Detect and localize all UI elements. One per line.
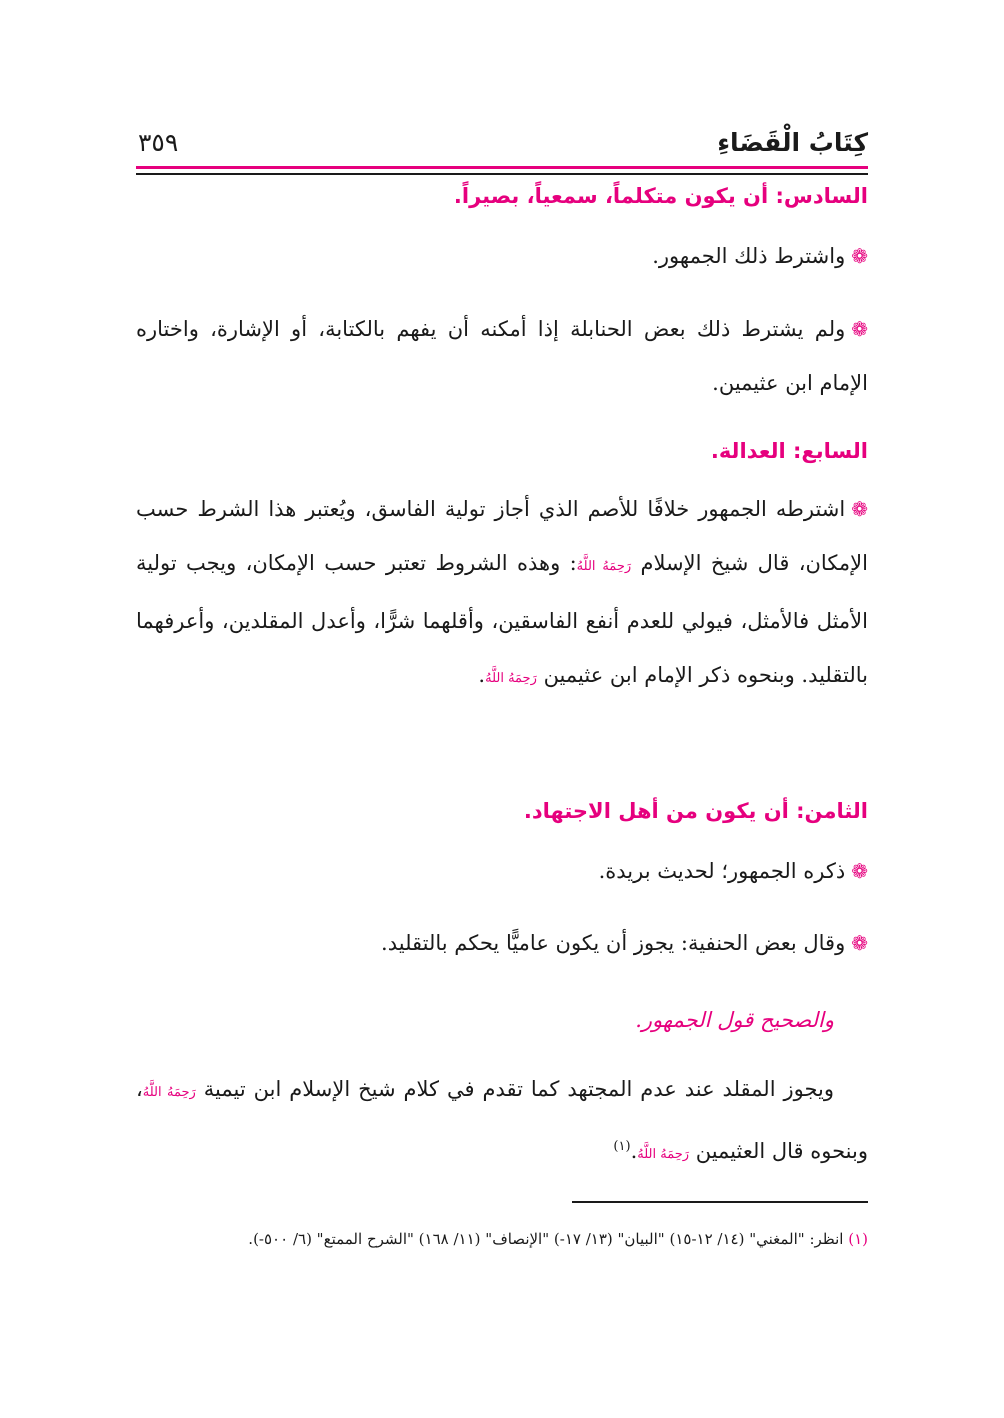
flower-bullet-icon: ❁ — [851, 931, 868, 955]
conclusion-line: والصحيح قول الجمهور. — [635, 1008, 834, 1032]
footnote-text: انظر: "المغني" (١٤/ ١٢-١٥) "البيان" (١٣/ ١٧-) "الإنصاف" (١١/ ١٦٨) "الشرح الممتع" (٦/ ٥٠٠-). — [248, 1230, 844, 1248]
paragraph: ❁ذكره الجمهور؛ لحديث بريدة. — [598, 859, 868, 883]
flower-bullet-icon: ❁ — [851, 317, 868, 341]
honorific-glyph: رَحِمَهُ اللَّهُ — [485, 671, 537, 686]
paragraph: ❁اشترطه الجمهور خلافًا للأصم الذي أجاز تولية الفاسق، ويُعتبر هذا الشرط حسب الإمكان، قال شيخ الإسلام رَحِمَهُ اللَّهُ: وهذه الشروط تعتبر حسب الإمكان، ويجب تولية الأمثل فالأمثل، فيولي للعدم أنفع الفاسقين، وأقلهما شرًّا، وأعدل المقلدين، وأعرفهما بالتقليد. وبنحوه ذكر الإمام ابن عثيمين رَحِمَهُ اللَّهُ. — [136, 497, 868, 687]
section-heading-seventh: السابع: العدالة. — [710, 439, 868, 463]
footnote-marker[interactable]: (١) — [613, 1139, 631, 1154]
paragraph: ❁وقال بعض الحنفية: يجوز أن يكون عاميًّا يحكم بالتقليد. — [381, 931, 868, 955]
honorific-glyph: رَحِمَهُ اللَّهُ — [637, 1147, 690, 1162]
honorific-glyph: رَحِمَهُ اللَّهُ — [142, 1085, 196, 1100]
flower-bullet-icon: ❁ — [851, 497, 868, 521]
page-number: ٣٥٩ — [138, 128, 179, 157]
header-rule-dark — [136, 173, 868, 175]
footnote — [136, 1223, 868, 1255]
chapter-title: كِتَابُ الْقَضَاءِ — [717, 128, 868, 157]
flower-bullet-icon: ❁ — [851, 244, 868, 268]
paragraph: ❁ولم يشترط ذلك بعض الحنابلة إذا أمكنه أن يفهم بالكتابة، أو الإشارة، واختاره الإمام ابن عثيمين. — [136, 317, 868, 395]
paragraph: ويجوز المقلد عند عدم المجتهد كما تقدم في كلام شيخ الإسلام ابن تيمية رَحِمَهُ اللَّهُ، وبنحوه قال العثيمين رَحِمَهُ اللَّهُ.$^{(١)}$ — [136, 1077, 868, 1163]
footnote-number: (١) — [848, 1230, 868, 1248]
section-heading-eighth: الثامن: أن يكون من أهل الاجتهاد. — [523, 799, 868, 823]
honorific-glyph: رَحِمَهُ اللَّهُ — [576, 559, 632, 574]
footnote-rule — [572, 1201, 868, 1203]
paragraph: ❁واشترط ذلك الجمهور. — [652, 244, 868, 268]
flower-bullet-icon: ❁ — [851, 859, 868, 883]
section-heading-sixth: السادس: أن يكون متكلماً، سمعياً، بصيراً. — [453, 184, 868, 208]
header-rule-pink — [136, 166, 868, 169]
page-header — [136, 126, 868, 162]
